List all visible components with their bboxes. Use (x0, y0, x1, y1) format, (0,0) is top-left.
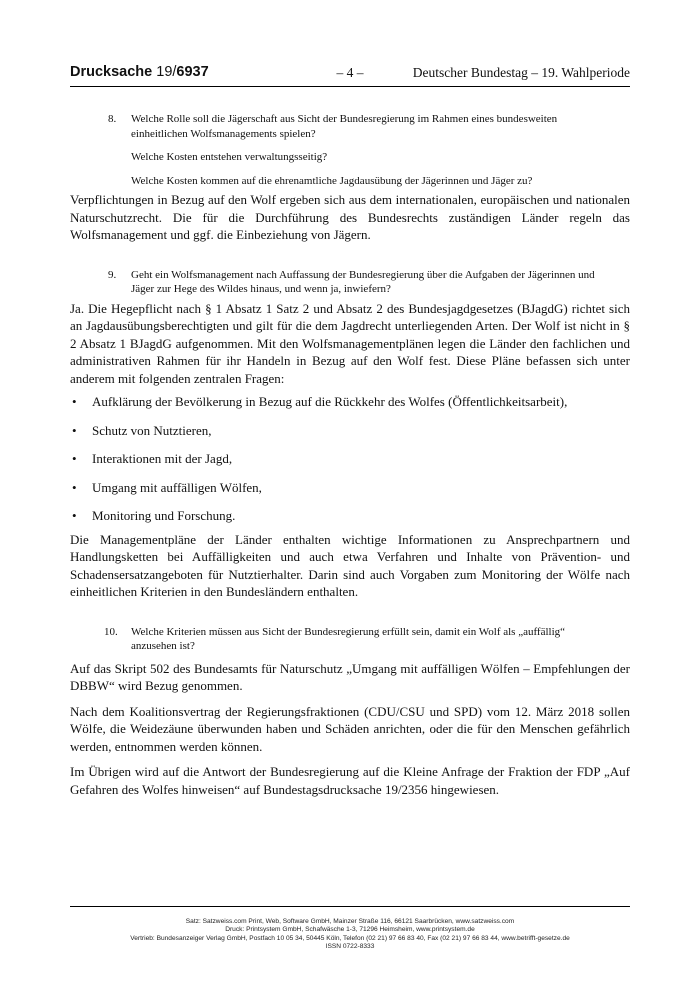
page-marker: – 4 – (336, 65, 364, 80)
question-10 (70, 625, 630, 654)
question-text: Welche Kosten kommen auf die ehrenamtliche Jagdausübung der Jägerinnen und Jäger zu? (131, 174, 533, 187)
question-number: 9. (108, 268, 117, 281)
page-header (70, 64, 630, 84)
bullet-icon: • (72, 451, 77, 466)
doc-label: Drucksache (70, 64, 153, 80)
answer-10-paragraph: Auf das Skript 502 des Bundesamts für Naturschutz „Umgang mit auffälligen Wölfen – Empfehlungen der DBBW“ wird Bezug genommen. (70, 660, 630, 693)
question-number: 8. (108, 113, 117, 125)
question-text: Welche Rolle soll die Jägerschaft aus Sicht der Bundesregierung im Rahmen eines bundesweiten einheitlichen Wolfsmanagements spielen? (131, 113, 558, 140)
list-item: • Aufklärung der Bevölkerung in Bezug auf die Rückkehr des Wolfes (Öffentlichkeitsarbeit), (72, 394, 568, 409)
question-8 (70, 112, 630, 188)
publisher-line: Deutscher Bundestag – 19. Wahlperiode (412, 65, 630, 80)
bullet-icon: • (72, 479, 77, 495)
question-text: Geht ein Wolfsmanagement nach Auffassung der Bundesregierung über die Aufgaben der Jägerinnen und Jäger zur Hege des Wildes hinaus, und wenn ja, inwiefern? (131, 268, 595, 295)
doc-number-prefix: 19/ (156, 64, 177, 80)
footer-line: Vertrieb: Bundesanzeiger Verlag GmbH, Postfach 10 05 34, 50445 Köln, Telefon (02 21) 97 66 83 40, Fax (02 21) 97 66 83 44, www.betrifft-gesetze.de (130, 934, 570, 942)
footer-line: ISSN 0722-8333 (325, 943, 375, 951)
list-item: • Monitoring und Forschung. (72, 508, 236, 523)
list-item: • Schutz von Nutztieren, (72, 422, 212, 438)
answer-8: Verpflichtungen in Bezug auf den Wolf ergeben sich aus dem internationalen, europäischen und nationalen Naturschutzrecht. Die für die Durchführung des Bundesrechts zuständigen Länder regeln das Wolfsmanagement und ggf. die Einbeziehung von Jägern. (70, 192, 630, 242)
answer-9-intro: Ja. Die Hegepflicht nach § 1 Absatz 1 Satz 2 und Absatz 2 des Bundesjagdgesetzes (BJagdG) richtet sich an Jagdausübungsberechtigten und gilt für die dem Jagdrecht unterliegenden Arten. Der Wolf ist nicht in § 2 Absatz 1 BJagdG aufgenommen. Mit den Wolfsmanagementplänen legen die Länder den fachlichen und administrativen Rahmen für ihr Handeln in Bezug auf den Wolf fest. Diese Pläne befassen sich unter anderem mit folgenden zentralen Fragen: (70, 300, 630, 386)
bullet-icon: • (72, 394, 77, 409)
footer-line: Satz: Satzweiss.com Print, Web, Software GmbH, Mainzer Straße 116, 66121 Saarbrücken, www.satzweiss.com (185, 918, 515, 925)
question-text: Welche Kriterien müssen aus Sicht der Bundesregierung erfüllt sein, damit ein Wolf als „auffällig“ anzusehen ist? (131, 625, 566, 652)
list-item: • Interaktionen mit der Jagd, (72, 451, 233, 466)
footer-line: Druck: Printsystem GmbH, Schafwäsche 1-3, 71296 Heimsheim, www.printsystem.de (225, 926, 475, 934)
doc-number: 6937 (176, 64, 209, 80)
question-9 (70, 268, 630, 297)
imprint-footer (70, 918, 630, 952)
answer-9-outro: Die Managementpläne der Länder enthalten wichtige Informationen zu Ansprechpartnern und Handlungsketten bei Auffälligkeiten und auch etwa Verfahren und Inhalte von Prävention- und Schadensersatzangeboten für Nutztierhalter. Darin sind auch Vorgaben zum Monitoring der Wölfe nach einheitlichen Kriterien in den Bundesländern enthalten. (70, 531, 630, 599)
list-item: • Umgang mit auffälligen Wölfen, (72, 479, 262, 495)
answer-10-paragraph: Im Übrigen wird auf die Antwort der Bundesregierung auf die Kleine Anfrage der Fraktion der FDP „Auf Gefahren des Wolfes hinweisen“ auf Bundestagsdrucksache 19/2356 hingewiesen. (70, 764, 630, 797)
question-text: Welche Kosten entstehen verwaltungsseitig? (131, 151, 328, 163)
footer-rule (70, 906, 630, 907)
answer-10-paragraph: Nach dem Koalitionsvertrag der Regierungsfraktionen (CDU/CSU und SPD) vom 12. März 2018 sollen Wölfe, die Weidezäune überwunden haben und Schäden anrichten, oder die für den Menschen gefährlich werden, entnommen werden können. (70, 703, 630, 754)
bullet-icon: • (72, 508, 77, 523)
main-content (70, 112, 630, 798)
bullet-list (70, 393, 630, 525)
question-number: 10. (104, 625, 118, 638)
header-rule (70, 86, 630, 87)
bullet-icon: • (72, 422, 77, 438)
